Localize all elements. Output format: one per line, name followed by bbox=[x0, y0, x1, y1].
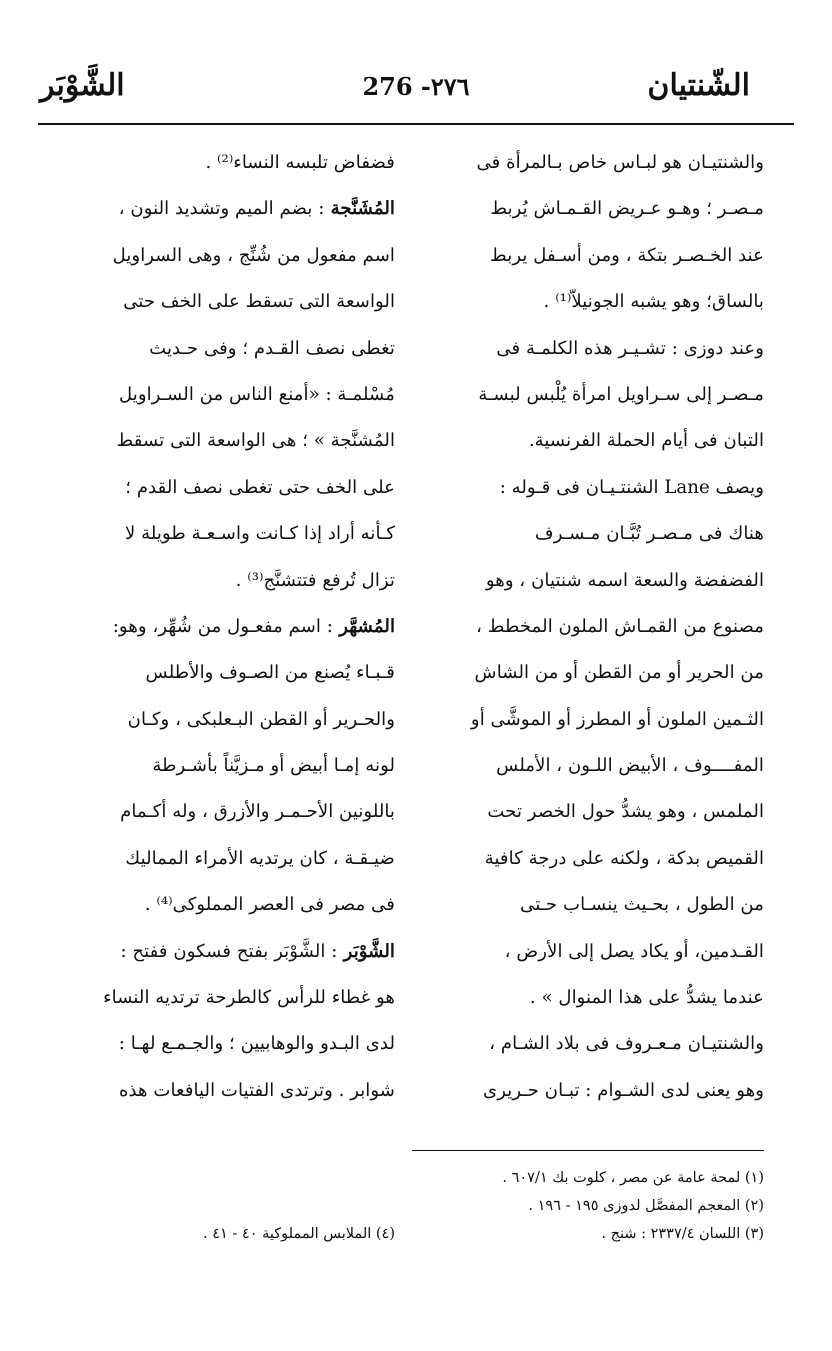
text-line: الثـمين الملون أو المطرز أو الموشَّى أو bbox=[470, 708, 764, 730]
text-line: قـبـاء يُصنع من الصـوف والأطلس bbox=[145, 662, 395, 684]
text-line: هو غطاء للرأس كالطرحة ترتديه النساء bbox=[103, 987, 395, 1009]
text-line: الملمس ، وهو يشدُّ حول الخصر تحت bbox=[487, 801, 764, 823]
text-line: مـصـر ؛ وهـو عـريض القـمـاش يُربط bbox=[490, 198, 764, 220]
text-line: فى مصر فى العصر المملوكى⁽⁴⁾ . bbox=[144, 894, 395, 916]
headword: الشَّوْبَر bbox=[337, 940, 395, 962]
entry-line-mushahhar: المُشهَّر : اسم مفعـول من شُهِّر، وهو: bbox=[112, 615, 395, 637]
text-line: على الخف حتى تغطى نصف القدم ؛ bbox=[125, 476, 395, 498]
headword: المُشهَّر bbox=[332, 615, 395, 637]
text-line: والحـرير أو القطن البـعلبكى ، وكـان bbox=[127, 708, 395, 730]
running-title-left: الشَّوْبَر bbox=[40, 68, 125, 103]
text-line: وعند دوزى : تشـيـر هذه الكلمـة فى bbox=[496, 337, 764, 359]
running-title-right: الشّنتيان bbox=[647, 68, 750, 103]
entry-line-shawbar: الشَّوْبَر : الشَّوْبَر بفتح فسكون ففتح : bbox=[120, 940, 395, 962]
footnote-rule bbox=[412, 1150, 764, 1151]
right-column bbox=[409, 140, 764, 1114]
text-line: من الطول ، بحـيث ينسـاب حـتى bbox=[520, 894, 764, 916]
entry-line-mushannaja: المُشَنَّجة : بضم الميم وتشديد النون ، bbox=[118, 198, 395, 220]
footnote: (٤) الملابس المملوكية ٤٠ - ٤١ . bbox=[202, 1226, 395, 1242]
text-line: فضفاض تلبسه النساء⁽²⁾ . bbox=[205, 152, 395, 173]
footnote: (٢) المعجم المفصَّل لدوزى ١٩٥ - ١٩٦ . bbox=[528, 1198, 764, 1214]
text-line: المُشنَّجة » ؛ هى الواسعة التى تسقط bbox=[116, 430, 395, 452]
text-line: تغطى نصف القـدم ؛ وفى حـديث bbox=[149, 337, 395, 359]
footnotes-left bbox=[40, 1220, 395, 1248]
headword: المُشَنَّجة bbox=[324, 198, 395, 220]
footnotes-right bbox=[404, 1164, 764, 1248]
text-line: والشنتيـان هو لبـاس خاص بـالمرأة فى bbox=[476, 152, 764, 173]
text-line: مـصـر إلى سـراويل امرأة يُلْبس لبسـة bbox=[478, 383, 764, 405]
text-line: وهو يعنى لدى الشـوام : تبـان حـريرى bbox=[483, 1079, 764, 1101]
text-line: لدى البـدو والوهابيين ؛ والجـمـع لهـا : bbox=[118, 1033, 395, 1055]
text-line: شوابر . وترتدى الفتيات اليافعات هذه bbox=[118, 1079, 395, 1101]
page-number: 276 -٢٧٦ bbox=[362, 72, 470, 101]
text-line: تزال تُرفع فتتشنَّج⁽³⁾ . bbox=[235, 569, 395, 591]
footnote: (١) لمحة عامة عن مصر ، كلوت بك ٦٠٧/١ . bbox=[502, 1170, 764, 1186]
page-header bbox=[40, 68, 792, 118]
text-line: عندما يشدُّ على هذا المنوال » . bbox=[529, 987, 764, 1009]
text-line: هناك فى مـصـر تُبَّـان مـسـرف bbox=[534, 523, 764, 545]
text-line: القـدمين، أو يكاد يصل إلى الأرض ، bbox=[504, 940, 764, 962]
text-line: الواسعة التى تسقط على الخف حتى bbox=[123, 291, 395, 313]
text-line: القميص بدكة ، ولكنه على درجة كافية bbox=[484, 847, 764, 869]
text-line: والشنتيـان مـعـروف فى بلاد الشـام ، bbox=[489, 1033, 764, 1055]
text-line: الفضفضة والسعة اسمه شنتيان ، وهو bbox=[485, 569, 764, 591]
text-line: عند الخـصـر بتكة ، ومن أسـفل يربط bbox=[490, 244, 764, 266]
text-line: مصنوع من القمـاش الملون المخطط ، bbox=[476, 615, 764, 637]
text-line: من الحرير أو من القطن أو من الشاش bbox=[474, 662, 764, 684]
text-line: كـأنه أراد إذا كـانت واسـعـة طويلة لا bbox=[124, 523, 395, 545]
text-line: ضيـقـة ، كان يرتديه الأمراء المماليك bbox=[125, 847, 395, 869]
text-line: ويصف Lane الشنتـيـان فى قـوله : bbox=[499, 476, 764, 498]
text-line: اسم مفعول من شُنِّج ، وهى السراويل bbox=[112, 244, 395, 266]
text-line: بالساق؛ وهو يشبه الجونيلاّ⁽¹⁾ . bbox=[543, 291, 764, 313]
text-line: التبان فى أيام الحملة الفرنسية. bbox=[528, 430, 764, 452]
header-rule bbox=[38, 123, 794, 125]
text-line: لونه إمـا أبيض أو مـزيَّناً بأشـرطة bbox=[152, 755, 395, 777]
left-column bbox=[40, 140, 395, 1114]
footnote: (٣) اللسان ٢٣٣٧/٤ : شنج . bbox=[601, 1226, 764, 1242]
text-line: مُسْلمـة : «أمنع الناس من السـراويل bbox=[119, 383, 395, 405]
text-line: باللونين الأحـمـر والأزرق ، وله أكـمام bbox=[120, 801, 395, 823]
text-line: المفــــوف ، الأبيض اللـون ، الأملس bbox=[496, 755, 764, 777]
